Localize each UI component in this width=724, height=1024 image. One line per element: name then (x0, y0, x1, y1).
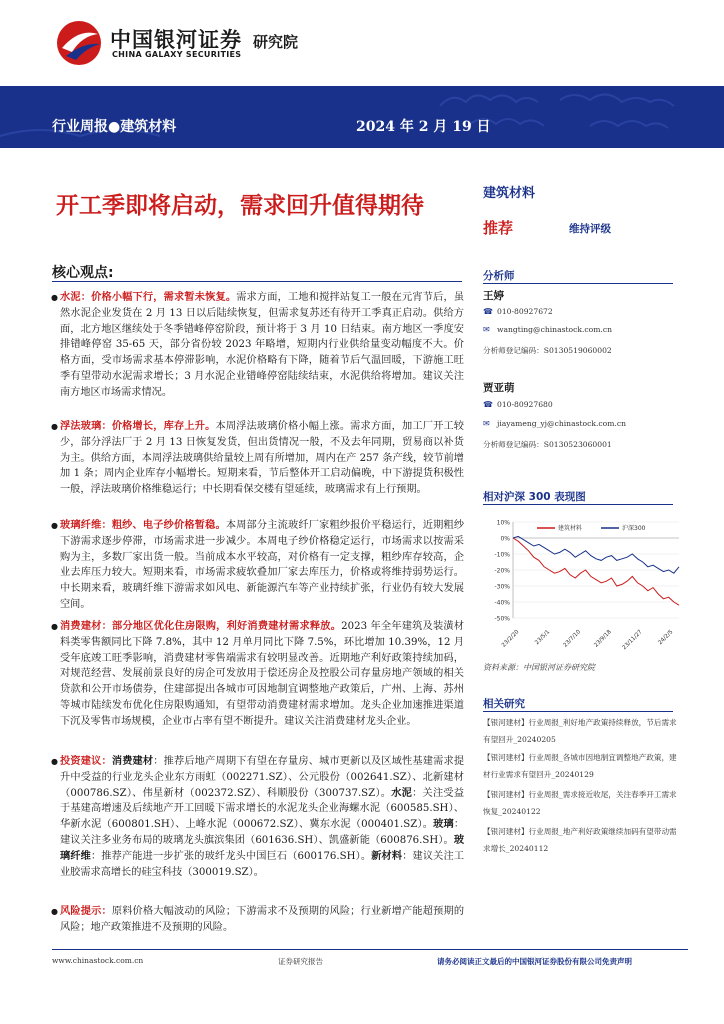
page-title: 开工季即将启动，需求回升值得期待 (56, 193, 424, 219)
phone-icon: ☎ (483, 400, 493, 409)
paragraph-lead: 风险提示： (60, 905, 112, 917)
y-tick-label: -20% (494, 567, 510, 575)
sub-lead: 水泥 (391, 786, 413, 799)
y-tick-label: -30% (494, 583, 510, 591)
y-tick-label: 0% (500, 535, 510, 543)
paragraph-investment (51, 754, 465, 880)
bullet-icon: ● (51, 622, 58, 631)
footer-disclaimer: 请务必阅读正文最后的中国银河证券股份有限公司免责声明 (437, 957, 632, 966)
bullet-icon: ● (51, 422, 58, 431)
core-divider (52, 281, 462, 282)
report-type: 行业周报●建筑材料 (52, 119, 177, 135)
paragraph-lead: 消费建材：部分地区优化住房限购，利好消费建材需求释放。 (60, 620, 342, 632)
chart-heading: 相对沪深 300 表现图 (483, 491, 586, 503)
sub-lead: 新材料 (371, 849, 403, 862)
analyst-email[interactable]: ✉ wangting@chinastock.com.cn (483, 325, 612, 334)
analyst-cert: 分析师登记编码：S0130519060002 (483, 346, 612, 355)
analyst-phone: ☎ 010-80927680 (483, 400, 553, 409)
y-tick-label: -50% (494, 615, 510, 623)
logo-company-name: 中国银河证券 (110, 28, 242, 52)
x-tick-label: 24/2/5 (657, 629, 675, 647)
paragraph-glass-fiber (51, 518, 465, 613)
footer-website[interactable]: www.chinastock.com.cn (52, 956, 144, 965)
analyst-divider (483, 283, 673, 284)
footer-label: 证券研究报告 (278, 957, 323, 966)
mail-icon: ✉ (483, 325, 490, 334)
rating-note: 维持评级 (569, 223, 611, 235)
paragraph-body: 需求方面，工地和搅拌站复工一般在元宵节后，虽然水泥企业发货在 2 月 13 日以后陆续恢复，但需求复苏还有待开工季真正启动。供给方面，北方地区继续处于冬季错峰停窑阶段，预计将于 3 月 10 日结束。南方地区一季度安排错峰停窑 35-65 天，部分省份较 2023 年略增，短期内行业供给量变动幅度不大。价格方面，受市场需求基本停滞影响，水泥价格略有下降，随着节后气温回暖，下游施工旺季有望带动水泥需求增长；3 月水泥企业错峰停窑陆续结束，水泥供给将增加。建议关注南方地区市场需求情况。 (60, 292, 465, 398)
paragraph-body: 本周浮法玻璃价格小幅上涨。需求方面，加工厂开工较少，部分浮法厂于 2 月 13 日恢复发货，但出货情况一般，不及去年同期，贸易商以补货为主。供给方面，本周浮法玻璃供给量较上周有所增加，周内在产 257 条产线，较节前增加 1 条；周内企业库存小幅增长。短期来看，节后整体开工启动偏晚，中下游提货积极性一般，浮法玻璃价格维稳运行；中长期看保交楼有望延续，玻璃需求有上行预期。 (60, 421, 464, 496)
y-tick-label: 10% (496, 519, 510, 527)
sub-lead: 玻璃 (433, 818, 454, 831)
sector-name: 建筑材料 (483, 186, 536, 201)
sub-text: ：建议关注工业胶需求高增长的硅宝科技（300019.SZ）。 (60, 850, 465, 878)
related-item[interactable]: 【银河建材】行业周报_地产利好政策继续加码有望带动需求增长_20240112 (483, 827, 677, 853)
sub-text: ：推荐产能进一步扩张的玻纤龙头中国巨石（600176.SH）。 (90, 850, 372, 862)
sub-text: ：推荐后地产周期下有望在存量房、城市更新以及区域性基建需求提升中受益的行业龙头企业东方雨虹（002271.SZ）、公元股份（002641.SZ）、北新建材（000786.SZ）、伟星新材（002372.SZ）、科顺股份（300737.SZ）。 (60, 756, 465, 799)
rating: 推荐 (483, 219, 514, 237)
galaxy-logo-icon (54, 18, 104, 68)
core-heading: 核心观点: (52, 265, 114, 281)
related-heading: 相关研究 (483, 698, 525, 710)
logo-institute: 研究院 (253, 33, 299, 51)
paragraph-cement (51, 290, 465, 401)
analyst-name: 贾亚萌 (483, 382, 515, 394)
x-tick-label: 23/7/10 (562, 629, 583, 649)
sub-text: ：建议关注多业务布局的玻璃龙头旗滨集团（601636.SH）、凯盛新能（600876.SH）。 (60, 819, 464, 846)
chart-divider (483, 504, 673, 505)
paragraph-body: 本周部分主流玻纤厂家粗纱报价平稳运行，近期粗纱下游需求逐步停滞，市场需求进一步减少。本周电子纱价格稳定运行，市场需求以按需采购为主，多数厂家出货一般。当前成本水平较高，对价格有一定支撑，粗纱库存较高，企业去库压力较大。短期来看，市场需求疲软叠加厂家去库压力，价格或将维持弱势运行。中长期来看，玻璃纤维下游需求如风电、新能源汽车等产业持续扩张，行业仍有较大发展空间。 (60, 520, 465, 610)
analyst-phone: ☎ 010-80927672 (483, 307, 553, 316)
paragraph-consumer-building (51, 619, 464, 730)
sub-lead: 玻璃纤维 (60, 833, 464, 862)
relative-performance-chart (483, 514, 683, 654)
report-date: 2024 年 2 月 19 日 (356, 119, 491, 135)
bullet-icon: ● (51, 907, 58, 916)
analyst-email[interactable]: ✉ jiayameng_yj@chinastock.com.cn (483, 419, 626, 428)
logo-company-name-en: CHINA GALAXY SECURITIES (112, 50, 242, 59)
paragraph-lead: 投资建议： (60, 755, 112, 767)
phone-icon: ☎ (483, 307, 493, 316)
legend-label: 沪深300 (622, 525, 646, 532)
analyst-heading: 分析师 (483, 270, 515, 282)
sub-lead: 消费建材 (111, 755, 154, 767)
paragraph-lead: 水泥：价格小幅下行，需求暂未恢复。 (60, 291, 237, 303)
x-tick-label: 23/9/18 (593, 629, 613, 649)
paragraph-lead: 浮法玻璃：价格增长，库存上升。 (60, 420, 216, 432)
series-line (513, 538, 679, 605)
paragraph-body: 原料价格大幅波动的风险；下游需求不及预期的风险；行业新增产能超预期的风险；地产政策推进不及预期的风险。 (60, 906, 465, 933)
analyst-cert: 分析师登记编码：S0130523060001 (483, 440, 612, 449)
bullet-icon: ● (51, 521, 58, 530)
related-item[interactable]: 【银河建材】行业周报_利好地产政策持续释放，节后需求有望回升_20240205 (483, 718, 677, 744)
paragraph-lead: 玻璃纤维：粗纱、电子纱价格暂稳。 (60, 519, 226, 531)
related-item[interactable]: 【银河建材】行业周报_各城市因地制宜调整地产政策，建材行业需求有望回升_20240129 (483, 753, 677, 779)
mail-icon: ✉ (483, 419, 490, 428)
legend-label: 建筑材料 (558, 525, 583, 532)
related-item[interactable]: 【银河建材】行业周报_需求接近收尾，关注春季开工需求恢复_20240122 (483, 790, 677, 816)
related-divider (483, 711, 673, 712)
y-tick-label: -40% (494, 599, 510, 607)
analyst-name: 王婷 (483, 290, 504, 302)
y-tick-label: -10% (494, 551, 510, 559)
paragraph-float-glass (51, 419, 464, 498)
x-tick-label: 23/11/27 (621, 629, 644, 652)
sub-text: ：关注受益于基建高增速及后续地产开工回暖下需求增长的水泥龙头企业海螺水泥（600585.SH）、华新水泥（600801.SH）、上峰水泥（000672.SZ）、冀东水泥（000401.SZ）。 (60, 787, 465, 831)
x-tick-label: 23/5/1 (534, 629, 552, 647)
series-line (513, 536, 679, 573)
paragraph-risk (51, 904, 465, 936)
bullet-icon: ● (51, 293, 58, 302)
paragraph-body: 2023 年全年建筑及装潢材料类零售额同比下降 7.8%，其中 12 月单月同比下降 7.5%，环比增加 10.39%，12 月受年底竣工旺季影响，消费建材零售端需求有较明显改善。近期地产利好政策持续加码，对规范经营、发展前景良好的房企可发放用于偿还房企及控股公司存量房地产领域的相关贷款和公开市场债券，住建部提出各城市可因地制宜调整地产政策后，广州、上海、苏州等城市陆续发布优化住房限购通知，有望带动消费建材需求增加。龙头企业加速推进渠道下沉及零售市场规模，企业市占率有望不断提升。建议关注消费建材龙头企业。 (60, 621, 464, 727)
bullet-icon: ● (51, 757, 58, 766)
chart-source: 资料来源：中国银河证券研究院 (483, 663, 595, 672)
footer-divider (52, 949, 688, 950)
x-tick-label: 23/2/20 (500, 629, 521, 649)
